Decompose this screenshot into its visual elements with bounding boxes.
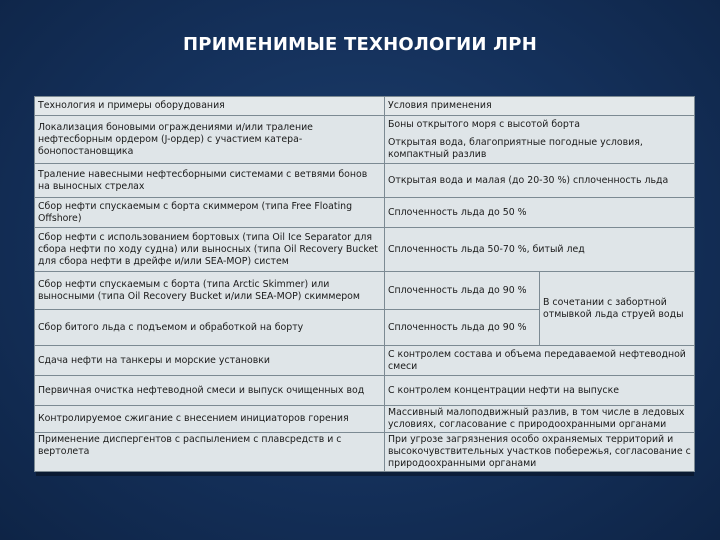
- technology-cell: Сбор битого льда с подъемом и обработкой на борту: [35, 310, 385, 346]
- table-row: [35, 116, 695, 164]
- technologies-table: [34, 96, 695, 472]
- technology-cell: Контролируемое сжигание с внесением инициаторов горения: [35, 406, 385, 433]
- header-conditions: Условия применения: [385, 97, 695, 116]
- table-row: [35, 272, 695, 310]
- conditions-cell: Сплоченность льда до 90 %: [385, 310, 540, 346]
- conditions-cell: При угрозе загрязнения особо охраняемых территорий и высокочувствительных участков побережья, согласование с природоохранными органами: [385, 433, 695, 472]
- conditions-cell: Массивный малоподвижный разлив, в том числе в ледовых условиях, согласование с природоохранными органами: [385, 406, 695, 433]
- condition-line: Боны открытого моря с высотой борта: [388, 118, 581, 130]
- merged-note-cell: В сочетании с забортной отмывкой льда струей воды: [540, 272, 695, 346]
- condition-line: Открытая вода, благоприятные погодные условия, компактный разлив: [388, 136, 643, 160]
- technology-cell: Сдача нефти на танкеры и морские установки: [35, 346, 385, 376]
- technology-cell: Локализация боновыми ограждениями и/или траление нефтесборным ордером (J-ордер) с участием катера-бонопостановщика: [35, 116, 385, 164]
- conditions-cell: Открытая вода и малая (до 20-30 %) сплоченность льда: [385, 164, 695, 198]
- header-technology: Технология и примеры оборудования: [35, 97, 385, 116]
- table-row: [35, 433, 695, 472]
- technology-cell: Применение диспергентов с распылением с плавсредств и с вертолета: [35, 433, 385, 472]
- slide-title: ПРИМЕНИМЫЕ ТЕХНОЛОГИИ ЛРН: [183, 34, 537, 55]
- technology-cell: Траление навесными нефтесборными системами с ветвями бонов на выносных стрелах: [35, 164, 385, 198]
- technology-cell: Сбор нефти с использованием бортовых (типа Oil Ice Separator для сбора нефти по ходу судна) или выносных (типа Oil Recovery Bucket для сбора нефти в дрейфе и/или SEA-MOP) систем: [35, 228, 385, 272]
- conditions-cell: С контролем концентрации нефти на выпуске: [385, 376, 695, 406]
- conditions-cell: Сплоченность льда до 50 %: [385, 198, 695, 228]
- table-row: [35, 228, 695, 272]
- conditions-cell: [385, 116, 695, 164]
- table-row: [35, 164, 695, 198]
- technology-cell: Сбор нефти спускаемым с борта скиммером (типа Free Floating Offshore): [35, 198, 385, 228]
- technology-cell: Сбор нефти спускаемым с борта (типа Arctic Skimmer) или выносными (типа Oil Recovery Bucket и/или SEA-MOP) скиммером: [35, 272, 385, 310]
- table-row: [35, 346, 695, 376]
- table-header-row: [35, 97, 695, 116]
- conditions-cell: Сплоченность льда до 90 %: [385, 272, 540, 310]
- table-row: [35, 376, 695, 406]
- technology-cell: Первичная очистка нефтеводной смеси и выпуск очищенных вод: [35, 376, 385, 406]
- conditions-cell: Сплоченность льда 50-70 %, битый лед: [385, 228, 695, 272]
- table-row: [35, 406, 695, 433]
- conditions-cell: С контролем состава и объема передаваемой нефтеводной смеси: [385, 346, 695, 376]
- table-row: [35, 198, 695, 228]
